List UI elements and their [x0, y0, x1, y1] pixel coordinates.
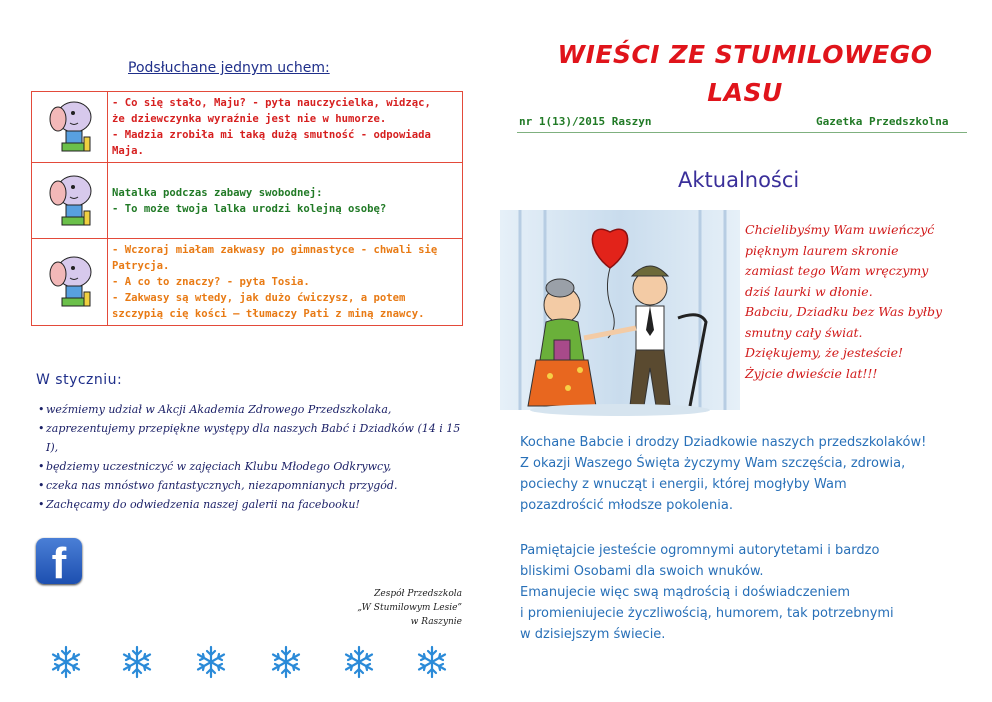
listening-child-cell — [32, 239, 108, 326]
paper-name: Gazetka Przedszkolna — [816, 115, 949, 128]
snowflake-icon — [342, 645, 376, 679]
list-item: • czeka nas mnóstwo fantastycznych, niezapomnianych przygód. — [38, 476, 468, 495]
listening-child-icon — [40, 167, 100, 231]
overheard-text-1: - Co się stało, Maju? - pyta nauczycielka, widząc, że dziewczynka wyraźnie jest nie w humorze. - Madzia zrobiła mi taką dużą smutność - odpowiada Maja. — [108, 92, 463, 163]
overheard-text-3: - Wczoraj miałam zakwasy po gimnastyce - chwali się Patrycja. - A co to znaczy? - pyta Tosia. - Zakwasy są wtedy, jak dużo ćwiczysz, a potem szczypią cię kości – tłumaczy Pati z miną znawcy. — [108, 239, 463, 326]
overheard-row — [32, 163, 463, 239]
list-item: • weźmiemy udział w Akcji Akademia Zdrowego Przedszkolaka, — [38, 400, 468, 419]
overheard-table — [31, 91, 463, 326]
news-heading: Aktualności — [678, 168, 800, 192]
poem: Chcielibyśmy Wam uwieńczyć pięknym laurem skronie zamiast tego Wam wręczymy dziś laurki w dłonie. Babciu, Dziadku bez Was byłby smutny cały świat. Dziękujemy, że jesteście! Żyjcie dwieście lat!!! — [745, 222, 943, 381]
snowflake-icon — [269, 645, 303, 679]
january-heading: W styczniu: — [36, 372, 123, 388]
greeting-paragraph: Kochane Babcie i drodzy Dziadkowie naszych przedszkolaków! Z okazji Waszego Święta życzymy Wam szczęścia, zdrowia, pociechy z wnucząt i energii, której mogłyby Wam pozazdrościć młodsze pokolenia. — [520, 435, 927, 513]
snowflake-icon — [120, 645, 154, 679]
snowflake-icon — [194, 645, 228, 679]
list-item: • zaprezentujemy przepiękne występy dla naszych Babć i Dziadków (14 i 15 I), — [38, 419, 468, 457]
list-item: • będziemy uczestniczyć w zajęciach Klubu Młodego Odkrywcy, — [38, 457, 468, 476]
tribute-paragraph: Pamiętajcie jesteście ogromnymi autorytetami i bardzo bliskimi Osobami dla swoich wnuków. Emanujecie więc swą mądrością i doświadczeniem i promieniujecie życzliwością, humorem, tak potrzebnymi w dzisiejszym świecie. — [520, 543, 894, 642]
listening-child-icon — [40, 93, 100, 157]
overheard-row — [32, 239, 463, 326]
january-list — [38, 400, 468, 514]
signature: Zespół Przedszkola „W Stumilowym Lesie” w Raszynie — [357, 589, 462, 627]
listening-child-cell — [32, 92, 108, 163]
overheard-text-2: Natalka podczas zabawy swobodnej: - To może twoja lalka urodzi kolejną osobę? — [108, 163, 463, 239]
masthead-title: WIEŚCI ZE STUMILOWEGO LASU — [557, 40, 933, 107]
overheard-row — [32, 92, 463, 163]
snowflake-icon — [49, 645, 83, 679]
facebook-icon[interactable]: f — [36, 538, 82, 584]
snowflake-icon — [415, 645, 449, 679]
overheard-heading: Podsłuchane jednym uchem: — [128, 60, 330, 76]
list-item: • Zachęcamy do odwiedzenia naszej galerii na facebooku! — [38, 495, 468, 514]
listening-child-icon — [40, 248, 100, 312]
listening-child-cell — [32, 163, 108, 239]
grandparents-illustration — [500, 210, 740, 420]
issue-number: nr 1(13)/2015 Raszyn — [519, 115, 652, 128]
masthead-divider — [517, 132, 967, 133]
